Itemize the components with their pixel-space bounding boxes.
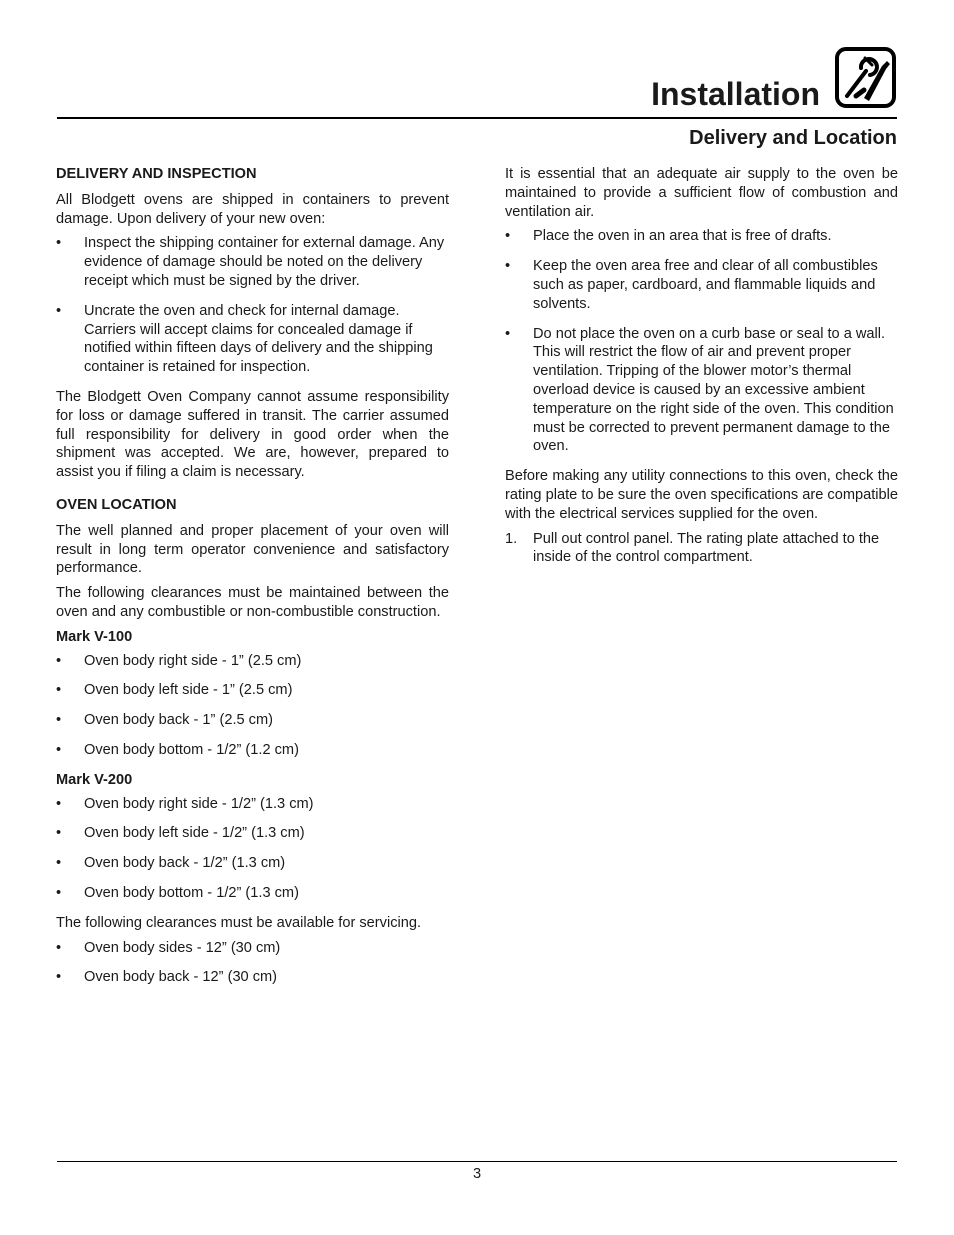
right-column: [505, 165, 898, 567]
location-para-1: The well planned and proper placement of your oven will result in long term operator convenience and satisfactory performance.: [56, 522, 449, 577]
footer-rule: [57, 1161, 897, 1162]
list-item: • Oven body back - 12” (30 cm): [56, 969, 278, 986]
left-column: [56, 165, 449, 998]
list-item: • Inspect the shipping container for external damage. Any evidence of damage should be noted on the delivery receipt which must be signed by the driver.: [56, 235, 445, 289]
list-item: • Oven body bottom - 1/2” (1.3 cm): [56, 884, 299, 901]
utility-para: Before making any utility connections to this oven, check the rating plate to be sure the oven specifications are compatible with the electrical services supplied for the oven.: [505, 468, 898, 522]
delivery-list: [56, 234, 449, 377]
list-item: • Oven body back - 1/2” (1.3 cm): [56, 855, 286, 872]
bullet: •: [56, 235, 62, 252]
list-item: • Oven body right side - 1” (2.5 cm): [56, 652, 302, 669]
delivery-heading: DELIVERY AND INSPECTION: [56, 166, 257, 182]
mark-v100-label: Mark V-100: [56, 628, 133, 645]
delivery-intro: All Blodgett ovens are shipped in containers to prevent damage. Upon delivery of your new oven:: [56, 191, 449, 227]
page-title: Installation: [651, 76, 820, 112]
servicing-intro: The following clearances must be available for servicing.: [56, 914, 422, 931]
wrench-screwdriver-icon: [834, 46, 897, 109]
section-title: Delivery and Location: [689, 127, 897, 149]
list-item: • Keep the oven area free and clear of all combustibles such as paper, cardboard, and flammable liquids and solvents.: [505, 258, 878, 312]
page-number: 3: [472, 1166, 482, 1182]
list-item: • Oven body right side - 1/2” (1.3 cm): [56, 795, 314, 812]
bullet: •: [56, 302, 62, 319]
steps-list: [505, 530, 898, 568]
list-item: • Do not place the oven on a curb base or seal to a wall. This will restrict the flow of air and prevent proper ventilation. Tripping of the blower motor’s thermal overload device is caused by an excessive ambient temperature on the right side of the oven. This condition must be corrected to prevent permanent damage to the oven.: [505, 325, 894, 455]
mark-v200-label: Mark V-200: [56, 771, 133, 788]
location-para-2: The following clearances must be maintained between the oven and any combustible or non-combustible construction.: [56, 585, 449, 620]
step-item: 1. Pull out control panel. The rating plate attached to the inside of the control compartment.: [505, 530, 880, 566]
list-item: • Place the oven in an area that is free of drafts.: [505, 228, 832, 245]
list-item: • Oven body bottom - 1/2” (1.2 cm): [56, 741, 299, 758]
air-supply-para: It is essential that an adequate air supply to the oven be maintained to provide a sufficient flow of combustion and ventilation air.: [505, 166, 898, 220]
delivery-closing: The Blodgett Oven Company cannot assume responsibility for loss or damage suffered in transit. The carrier assumed full responsibility for delivery in good order when the shipment was accepted. We are, however, prepared to assist you if filing a claim is necessary.: [56, 388, 449, 481]
servicing-list: [56, 939, 449, 988]
list-item: • Oven body back - 1” (2.5 cm): [56, 712, 273, 729]
mark-v200-list: [56, 795, 449, 903]
list-item: • Oven body left side - 1/2” (1.3 cm): [56, 825, 305, 842]
list-item: • Uncrate the oven and check for internal damage. Carriers will accept claims for concealed damage if notified within fifteen days of delivery and the shipping container is retained for inspection.: [56, 302, 433, 376]
header-rule: [57, 117, 897, 119]
location-heading: OVEN LOCATION: [56, 496, 177, 513]
mark-v100-list: [56, 652, 449, 760]
list-item: • Oven body left side - 1” (2.5 cm): [56, 682, 293, 699]
ventilation-list: [505, 227, 898, 456]
list-item: • Oven body sides - 12” (30 cm): [56, 939, 281, 956]
